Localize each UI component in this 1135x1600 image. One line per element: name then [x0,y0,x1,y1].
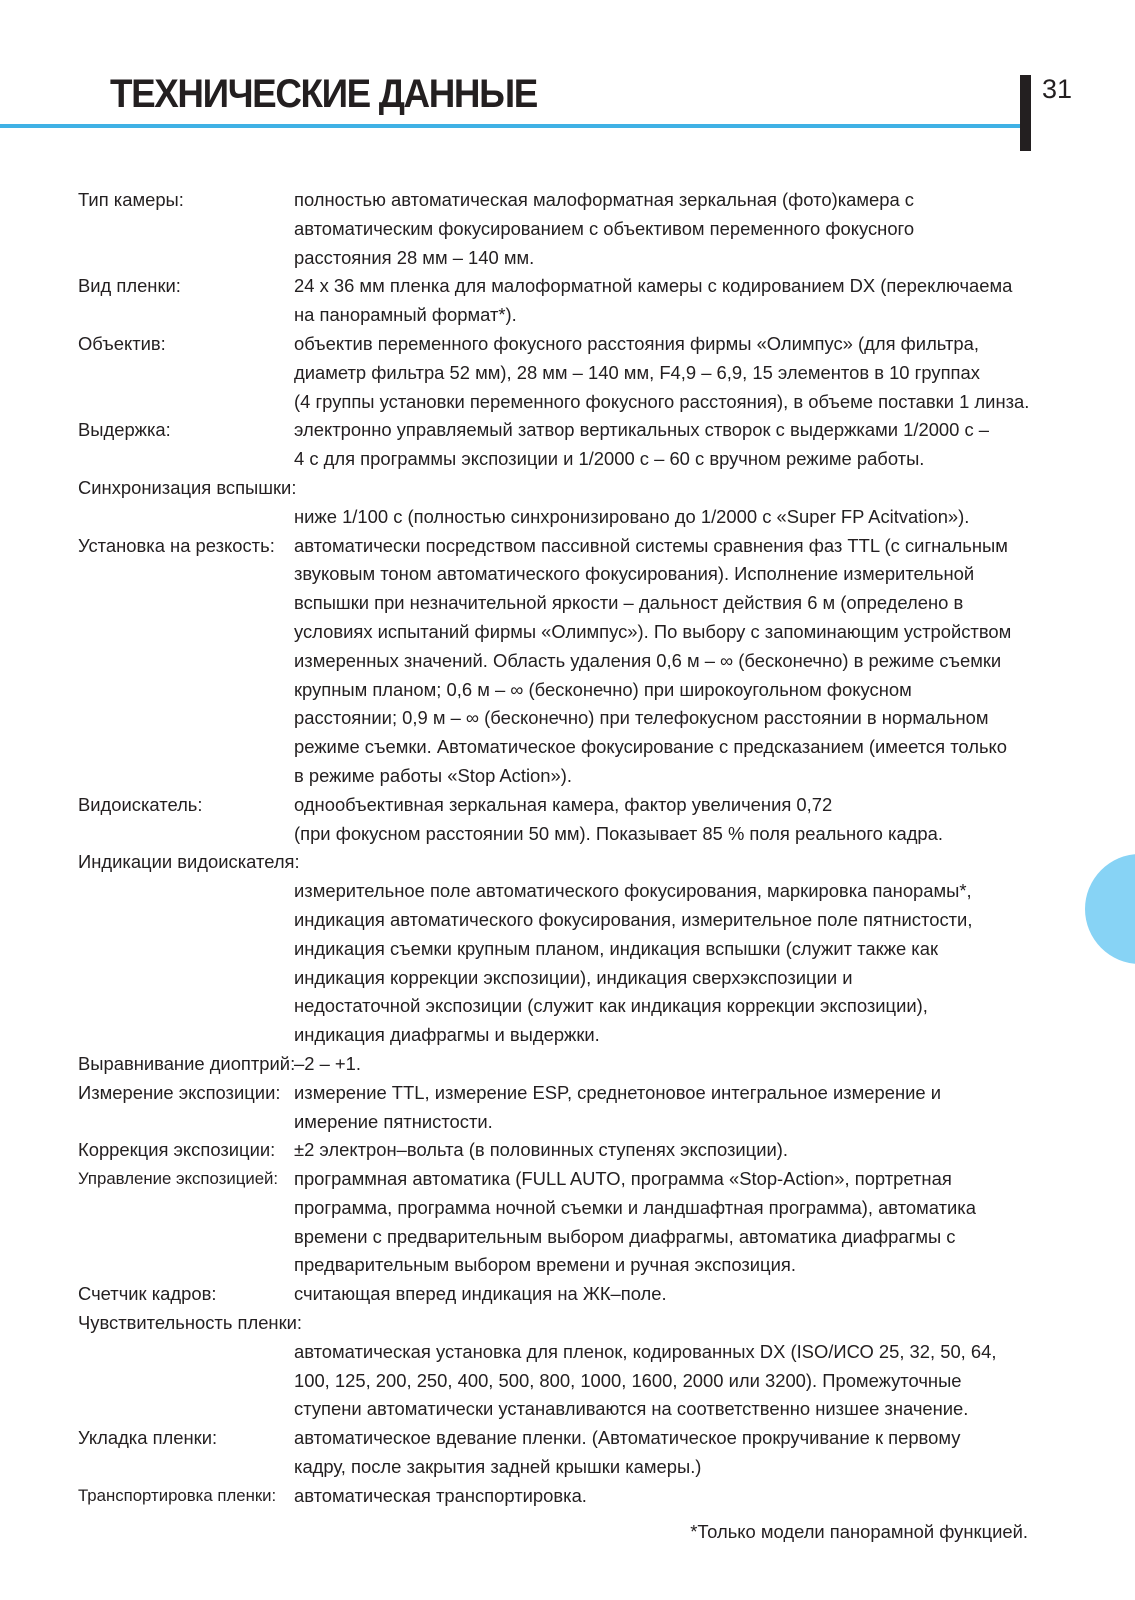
spec-value: автоматическая транспортировка. [294,1484,587,1506]
spec-label: Управление экспозицией: [78,1169,279,1189]
spec-value: автоматическая установка для пленок, кодированных DX (ISO/ИСО 25, 32, 50, 64, 100, 125, 200, 250, 400, 500, 800, 1000, 1600, 2000 или 3200). Промежуточные ступени автоматически устанавливаются на соответственно низшее значение. [294,1340,997,1420]
spec-label: Коррекция экспозиции: [78,1139,276,1161]
spec-label: Объектив: [78,332,166,354]
spec-label: Вид пленки: [78,275,181,297]
spec-row-metering [78,1079,1038,1137]
spec-row-frame-counter [78,1280,1038,1309]
spec-value: автоматическое вдевание пленки. (Автоматическое прокручивание к первому кадру, после закрытия задней крышки камеры.) [294,1427,961,1478]
spec-label: Чувствительность пленки: [78,1312,303,1334]
spec-label: Транспортировка пленки: [78,1485,277,1505]
spec-value: однообъективная зеркальная камера, фактор увеличения 0,72 (при фокусном расстоянии 50 мм). Показывает 85 % поля реального кадра. [294,793,943,844]
spec-label: Укладка пленки: [78,1427,218,1449]
spec-row-lens [78,330,1038,416]
footnote: *Только модели панорамной функцией. [690,1521,1028,1542]
spec-list [78,186,1038,1511]
spec-row-viewfinder-indications [78,848,1038,1050]
spec-value: 24 x 36 мм пленка для малоформатной камеры с кодированием DX (переключаема на панорамный формат*). [294,275,1013,326]
spec-row-film-loading [78,1424,1038,1482]
spec-row-diopter [78,1050,1038,1079]
spec-value: измерение TTL, измерение ESP, среднетоновое интегральное измерение и имерение пятнистости. [294,1081,942,1132]
spec-row-camera-type [78,186,1038,272]
spec-value: электронно управляемый затвор вертикальных створок с выдержками 1/2000 с – 4 с для программы экспозиции и 1/2000 с – 60 с вручном режиме работы. [294,419,990,470]
spec-label: Видоискатель: [78,793,203,815]
spec-row-exposure-control [78,1165,1038,1280]
spec-value: полностью автоматическая малоформатная зеркальная (фото)камера с автоматическим фокусированием с объективом переменного фокусного расстояния 28 мм – 140 мм. [294,189,915,268]
spec-value: ±2 электрон–вольта (в половинных ступенях экспозиции). [294,1139,788,1161]
spec-label: Индикации видоискателя: [78,851,300,873]
spec-value: –2 – +1. [294,1052,361,1074]
spec-row-film-type [78,272,1038,330]
spec-value: автоматически посредством пассивной системы сравнения фаз TTL (с сигнальным звуковым тоном автоматического фокусирования). Исполнение измерительной вспышки при незначительной яркости – дальност действия 6 м (определено в условиях испытаний фирмы «Олимпус»). По выбору с запоминающим устройством измеренных значений. Область удаления 0,6 м – ∞ (бесконечно) в режиме съемки крупным планом; 0,6 м – ∞ (бесконечно) при широкоугольном фокусном расстоянии; 0,9 м – ∞ (бесконечно) при телефокусном расстоянии в нормальном режиме съемки. Автоматическое фокусирование с предсказанием (имеется только в режиме работы «Stop Action»). [294,534,1012,786]
page-title: ТЕХНИЧЕСКИЕ ДАННЫЕ [110,72,537,116]
spec-value: измерительное поле автоматического фокусирования, маркировка панорамы*, индикация автоматического фокусирования, измерительное поле пятнистости, индикация съемки крупным планом, индикация вспышки (служит также как индикация коррекции экспозиции), индикация сверхэкспозиции и недостаточной экспозиции (служит как индикация коррекции экспозиции), индикация диафрагмы и выдержки. [294,880,973,1046]
spec-label: Выдержка: [78,419,171,441]
spec-row-flash-sync [78,474,1038,532]
spec-label: Счетчик кадров: [78,1283,217,1305]
spec-label: Установка на резкость: [78,534,275,556]
spec-row-focusing [78,532,1038,791]
spec-label: Синхронизация вспышки: [78,476,297,498]
spec-row-shutter [78,416,1038,474]
spec-label: Тип камеры: [78,189,184,210]
spec-row-exposure-compensation [78,1136,1038,1165]
spec-value: ниже 1/100 с (полностью синхронизировано до 1/2000 с «Super FP Acitvation»). [294,505,970,527]
page-marker-bar [1020,75,1031,151]
spec-row-viewfinder [78,791,1038,849]
spec-value: считающая вперед индикация на ЖК–поле. [294,1283,667,1305]
spec-value: программная автоматика (FULL AUTO, программа «Stop-Action», портретная программа, программа ночной съемки и ландшафтная программа), автоматика времени с предварительным выбором диафрагмы, автоматика диафрагмы с предварительным выбором времени и ручная экспозиция. [294,1168,976,1276]
spec-row-film-speed [78,1309,1038,1424]
spec-label: Измерение экспозиции: [78,1081,281,1103]
title-underline [0,124,1020,128]
spec-value: объектив переменного фокусного расстояния фирмы «Олимпус» (для фильтра, диаметр фильтра 52 мм), 28 мм – 140 мм, F4,9 – 6,9, 15 элементов в 10 группах (4 группы установки переменного фокусного расстояния), в объеме поставки 1 линза. [294,332,1030,412]
spec-row-film-transport [78,1482,1038,1511]
page-number: 31 [1042,74,1073,104]
spec-label: Выравнивание диоптрий: [78,1052,296,1074]
section-thumb-tab [1085,854,1135,964]
